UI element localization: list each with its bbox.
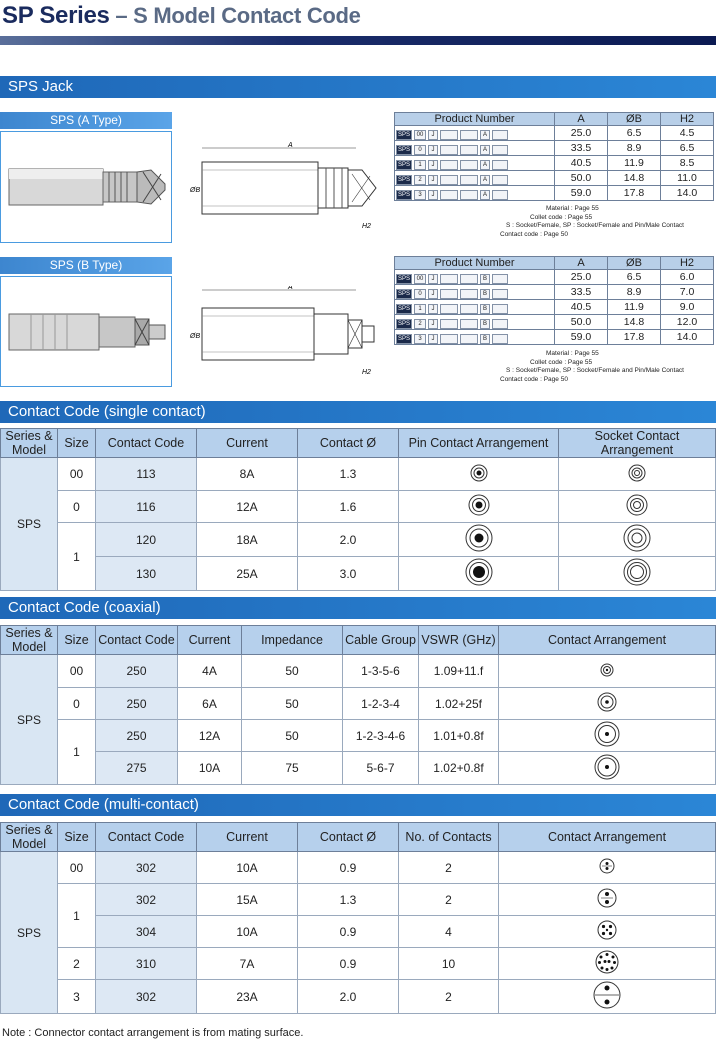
table-row: SPS 1 J B 40.5 11.9 9.0 [395,300,714,315]
header-bar [0,36,716,45]
type-a-label: SPS (A Type) [0,112,172,129]
type-a-drawing [184,140,384,245]
section-multi-title: Contact Code (multi-contact) [0,794,716,816]
multi-arrangement-icon [598,857,616,875]
type-b-drawing [184,286,384,391]
table-row: 304 10A 0.9 4 [1,916,716,948]
product-table-b: Product Number A ØB H2 SPS 00 J B 25.0 6.5 6.0 SPS 0 J B 33.5 8.9 7.0 SPS 1 J B 40.5 11.9 9.0 SPS 2 J B 50.0 14.8 12.0 SPS 3 J B 59.0 17.8 14.0 [394,256,714,345]
table-row: SPS 1 J A 40.5 11.9 8.5 [395,156,714,171]
pin-contact-icon [467,493,491,517]
coax-contact-table: Series & Model Size Contact Code Current Impedance Cable Group VSWR (GHz) Contact Arrangement SPS 00 250 4A 50 1-3-5-6 1.09+11.f 0 250 6A 50 1-2-3-4 1.02+25f 1 250 12A 50 1-2-3-4-6 1.01+0.8f 275 10A 75 5-6-7 1.02+0.8f [0,625,716,785]
table-row: 0 250 6A 50 1-2-3-4 1.02+25f [1,688,716,720]
table-row: SPS 3 J B 59.0 17.8 14.0 [395,330,714,345]
table-row: SPS 00 113 8A 1.3 [1,458,716,491]
product-notes-a: Material : Page 55 Collet code : Page 55 S : Socket/Female, SP : Socket/Female and Pin/Male Contact Contact code : Page 50 [500,205,684,238]
table-row: 3 302 23A 2.0 2 [1,980,716,1014]
socket-contact-icon [625,493,649,517]
socket-contact-icon [627,463,647,483]
svg-text:A: A [288,142,293,149]
type-a-photo [0,131,172,243]
multi-arrangement-icon [596,887,618,909]
svg-text:H2: H2 [362,223,371,230]
svg-text:ØB: ØB [190,187,201,194]
multi-arrangement-icon [592,980,622,1010]
coax-arrangement-icon [593,720,621,748]
section-single-title: Contact Code (single contact) [0,401,716,423]
pin-contact-icon [464,557,494,587]
socket-contact-icon [622,557,652,587]
product-table-a: Product Number A ØB H2 SPS 00 J A 25.0 6.5 4.5 SPS 0 J A 33.5 8.9 6.5 SPS 1 J A 40.5 11.9 8.5 SPS 2 J A 50.0 14.8 11.0 SPS 3 J A 59.0 17.8 14.0 [394,112,714,201]
socket-contact-icon [622,523,652,553]
table-row: SPS 2 J B 50.0 14.8 12.0 [395,315,714,330]
multi-arrangement-icon [596,919,618,941]
section-jack-title: SPS Jack [0,76,716,98]
table-row: 1 302 15A 1.3 2 [1,884,716,916]
type-b-label: SPS (B Type) [0,257,172,274]
table-row: 130 25A 3.0 [1,557,716,591]
page-title: SP Series – S Model Contact Code [2,2,361,29]
table-row: 2 310 7A 0.9 10 [1,948,716,980]
coax-arrangement-icon [599,662,615,678]
pin-contact-icon [464,523,494,553]
table-row: SPS 00 J A 25.0 6.5 4.5 [395,126,714,141]
table-row: SPS 00 250 4A 50 1-3-5-6 1.09+11.f [1,655,716,688]
table-row: SPS 0 J B 33.5 8.9 7.0 [395,285,714,300]
table-row: SPS 3 J A 59.0 17.8 14.0 [395,186,714,201]
product-notes-b: Material : Page 55 Collet code : Page 55 S : Socket/Female, SP : Socket/Female and Pin/Male Contact Contact code : Page 50 [500,350,684,383]
table-row: SPS 2 J A 50.0 14.8 11.0 [395,171,714,186]
table-row: SPS 0 J A 33.5 8.9 6.5 [395,141,714,156]
multi-arrangement-icon [594,949,620,975]
multi-contact-table: Series & Model Size Contact Code Current Contact Ø No. of Contacts Contact Arrangement SPS 00 302 10A 0.9 2 1 302 15A 1.3 2 304 10A 0.9 4 2 310 7A 0.9 10 3 302 23A 2.0 2 [0,822,716,1014]
table-row: SPS 00 302 10A 0.9 2 [1,852,716,884]
footnote: Note : Connector contact arrangement is from mating surface. [2,1027,304,1039]
table-row: 0 116 12A 1.6 [1,491,716,523]
single-contact-table: Series & Model Size Contact Code Current Contact Ø Pin Contact Arrangement Socket Contact Arrangement SPS 00 113 8A 1.3 0 116 12A 1.6 1 120 18A 2.0 130 25A 3.0 [0,428,716,591]
svg-text:ØB: ØB [190,333,201,340]
table-row: 275 10A 75 5-6-7 1.02+0.8f [1,752,716,785]
svg-text:H2: H2 [362,369,371,376]
type-b-photo [0,276,172,387]
section-coax-title: Contact Code (coaxial) [0,597,716,619]
coax-arrangement-icon [593,753,621,781]
coax-arrangement-icon [596,691,618,713]
pin-contact-icon [469,463,489,483]
table-row: 1 250 12A 50 1-2-3-4-6 1.01+0.8f [1,720,716,752]
table-row: SPS 00 J B 25.0 6.5 6.0 [395,270,714,285]
table-row: 1 120 18A 2.0 [1,523,716,557]
svg-text:A: A [288,286,293,291]
